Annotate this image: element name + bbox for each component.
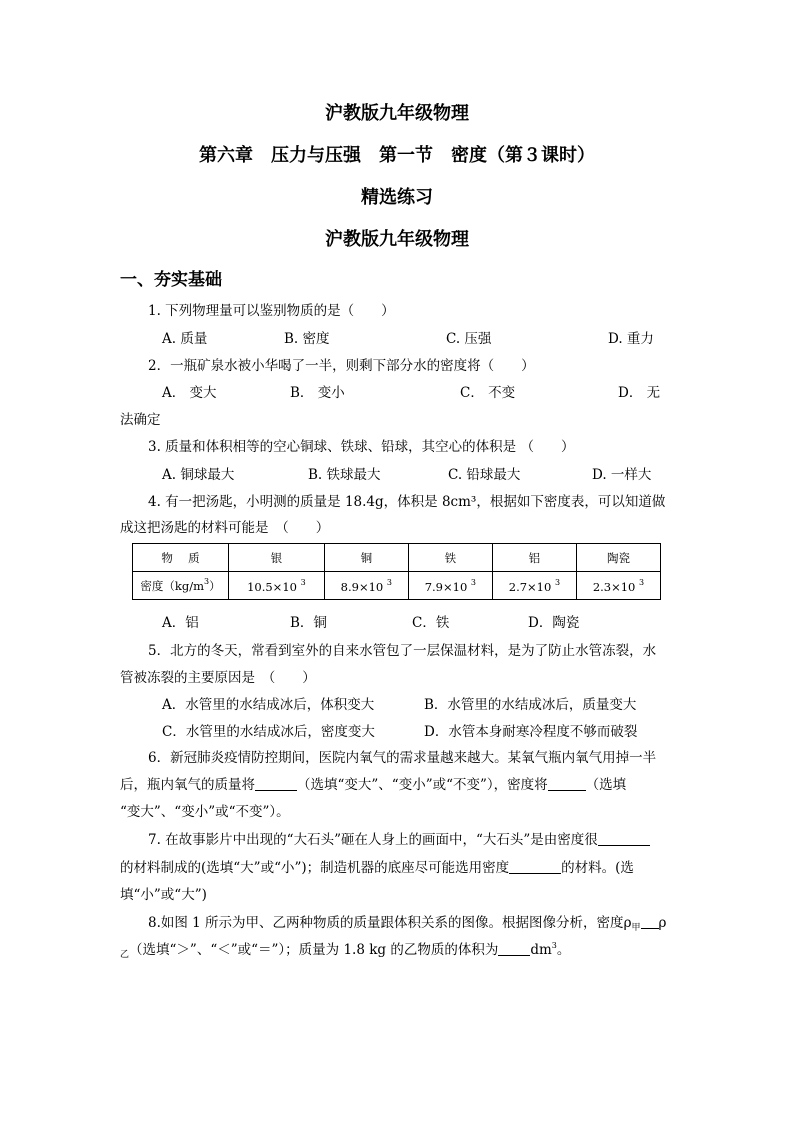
q1-option-a: A. 质量 (162, 331, 208, 347)
q4-option-a: A．铝 (162, 615, 199, 631)
question-2-stem: 2．一瓶矿泉水被小华喝了一半，则剩下部分水的密度将（ ） (148, 358, 535, 374)
q3-option-a: A. 铜球最大 (162, 467, 235, 483)
table-header-cell: 铁 (408, 544, 492, 572)
q2-option-a: A． 变大 (162, 385, 217, 401)
table-cell: 2.3×10 $^3$ (576, 572, 660, 600)
question-8-stem: 8.如图 1 所示为甲、乙两种物质的质量跟体积关系的图像。根据图像分析，密度$\rho_甲$ ρ (148, 915, 667, 933)
table-header-cell: 铜 (324, 544, 408, 572)
question-7-stem-cont: 的材料制成的(选填“大”或“小”)；制造机器的底座尽可能选用密度 的材料。(选 (120, 860, 634, 876)
table-cell: 7.9×10 $^3$ (408, 572, 492, 600)
table-cell: 2.7×10 $^3$ (492, 572, 576, 600)
q3-option-b: B. 铁球最大 (308, 467, 381, 483)
answer-blank[interactable] (548, 776, 586, 791)
doc-title-repeat: 沪教版九年级物理 (325, 229, 469, 250)
q5-option-c: C．水管里的水结成冰后，密度变大 (162, 724, 375, 740)
q4-option-c: C．铁 (412, 615, 450, 631)
question-3-stem: 3. 质量和体积相等的空心铜球、铁球、铅球，其空心的体积是 （ ） (148, 439, 575, 455)
question-5-stem: 5．北方的冬天，常看到室外的自来水管包了一层保温材料，是为了防止水管冻裂，水 (148, 643, 657, 659)
answer-blank[interactable] (498, 941, 530, 956)
q3-option-d: D. 一样大 (592, 467, 652, 483)
q2-option-b: B． 变小 (290, 385, 345, 401)
answer-blank[interactable] (641, 914, 659, 929)
answer-blank[interactable] (509, 859, 561, 874)
question-1-stem: 1. 下列物理量可以鉴别物质的是（ ） (148, 303, 395, 319)
question-5-stem-cont: 管被冻裂的主要原因是 （ ） (120, 670, 316, 686)
section-heading: 一、夯实基础 (120, 270, 222, 290)
subtitle: 精选练习 (361, 187, 433, 208)
q1-option-c: C. 压强 (446, 331, 492, 347)
q1-option-d: D. 重力 (608, 331, 654, 347)
question-7-stem-end: 填“小”或“大”) (120, 887, 207, 903)
q5-option-d: D．水管本身耐寒冷程度不够而破裂 (424, 724, 638, 740)
table-row-label: 密度$(kg/m^3)$ (133, 572, 229, 600)
table-header-cell: 铝 (492, 544, 576, 572)
question-4-stem: 4. 有一把汤匙，小明测的质量是 18.4g，体积是 8cm³，根据如下密度表，可以知道做 (148, 494, 666, 510)
question-6-stem-end: “变大”、“变小”或“不变”）。 (120, 804, 290, 820)
doc-title: 沪教版九年级物理 (325, 103, 469, 124)
q3-option-c: C. 铅球最大 (448, 467, 521, 483)
table-cell: 10.5×10 $^3$ (229, 572, 325, 600)
question-6-stem-cont: 后，瓶内氧气的质量将 （选填“变大”、“变小”或“不变”），密度将 （选填 (120, 777, 627, 793)
table-header-cell: 陶瓷 (576, 544, 660, 572)
question-8-stem-cont: $_乙$（选填“＞”、“＜”或“＝”）；质量为 1.8 kg 的乙物质的体积为 $dm^3$。 (120, 941, 571, 960)
question-4-stem-cont: 成这把汤匙的材料可能是 （ ） (120, 520, 330, 536)
question-6-stem: 6．新冠肺炎疫情防控期间，医院内氧气的需求量越来越大。某氧气瓶内氧气用掉一半 (148, 750, 657, 766)
answer-blank[interactable] (255, 776, 297, 791)
answer-blank[interactable] (598, 831, 650, 846)
q4-option-b: B．铜 (290, 615, 327, 631)
q1-option-b: B. 密度 (284, 331, 330, 347)
q2-option-c: C． 不变 (460, 385, 516, 401)
q2-option-d: D． 无 (618, 385, 661, 401)
chapter-title: 第六章 压力与压强 第一节 密度（第３课时） (199, 145, 595, 166)
table-cell: 8.9×10 $^3$ (324, 572, 408, 600)
table-header-cell: 物 质 (133, 544, 229, 572)
q5-option-b: B．水管里的水结成冰后，质量变大 (424, 697, 637, 713)
density-table (132, 543, 661, 600)
q2-option-d-wrap: 法确定 (120, 412, 161, 428)
q4-option-d: D．陶瓷 (528, 615, 580, 631)
q5-option-a: A．水管里的水结成冰后，体积变大 (162, 697, 375, 713)
table-header-row (133, 544, 661, 572)
table-row (133, 572, 661, 600)
question-7-stem: 7. 在故事影片中出现的“大石头”砸在人身上的画面中，“大石头”是由密度很 (148, 828, 650, 848)
table-header-cell: 银 (229, 544, 325, 572)
